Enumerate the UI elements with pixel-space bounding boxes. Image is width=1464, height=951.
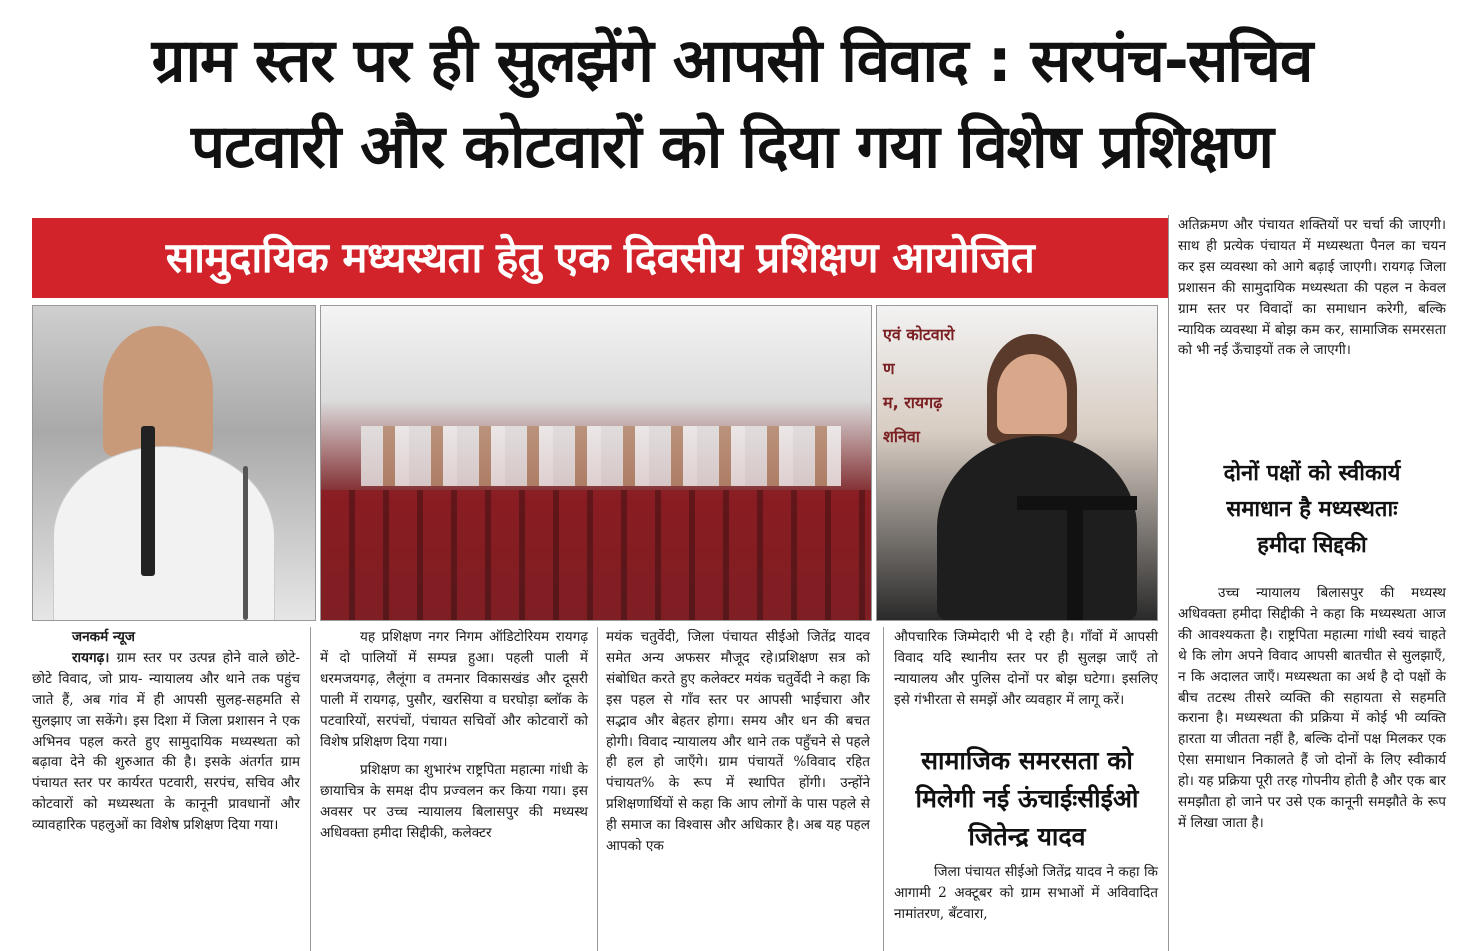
banner-line: शनिवा (883, 427, 920, 446)
photo-speaker-man (32, 305, 316, 621)
dateline: रायगढ़। (72, 649, 110, 666)
subhead-line: जितेन्द्र यादव (968, 822, 1086, 851)
column-divider (310, 627, 311, 951)
column-2-para-1: यह प्रशिक्षण नगर निगम ऑडिटोरियम रायगढ़ में दो पालियों में सम्पन्न हुआ। पहली पाली में धरमजयगढ़, लैलूंगा व तमनार विकासखंड और दूसरी पाली में रायगढ़, पुसौर, खरसिया व घरघोड़ा ब्लॉक के पटवारियों, सरपंचों, पंचायत सचिवों और कोटवारों को विशेष प्रशिक्षण दिया गया। (320, 629, 588, 750)
podium-top (1017, 496, 1137, 510)
byline: जनकर्म न्यूज (72, 629, 135, 645)
speaker-shirt (53, 446, 275, 621)
banner-line: एवं कोटवारो (883, 325, 955, 344)
headline-line-2: पटवारी और कोटवारों को दिया गया विशेष प्रशिक्षण (190, 112, 1274, 182)
column-divider (1168, 215, 1169, 951)
column-5-lower (1178, 583, 1446, 834)
mic-stand (243, 466, 248, 620)
speaker-dress (937, 436, 1137, 620)
stage-banner (883, 318, 955, 454)
photo-speaker-woman (876, 305, 1158, 621)
subhead-samrasta (894, 742, 1160, 856)
auditorium-seats (321, 490, 871, 620)
column-4-para-2: जिला पंचायत सीईओ जितेंद्र यादव ने कहा कि आगामी 2 अक्टूबर को ग्राम सभाओं में अविवादित नामांतरण, बँटवारा, (894, 864, 1158, 922)
banner-line: ण (883, 359, 895, 378)
column-5-para-1: अतिक्रमण और पंचायत शक्तियों पर चर्चा की जाएगी। साथ ही प्रत्येक पंचायत में मध्यस्थता पैनल का चयन कर इस व्यवस्था को आगे बढ़ाई जाएगी। रायगढ़ जिला प्रशासन की सामुदायिक मध्यस्थता की पहल न केवल ग्राम स्तर पर विवादों का समाधान करेगी, बल्कि न्यायिक व्यवस्था में बोझ कम कर, सामाजिक समरसता को भी नई ऊँचाइयों तक ले जाएगी। (1178, 217, 1446, 359)
column-5-para-2: उच्च न्यायालय बिलासपुर की मध्यस्थ अधिवक्ता हमीदा सिद्दीकी ने कहा कि मध्यस्थता आज की आवश्यकता है। राष्ट्रपिता महात्मा गांधी स्वयं चाहते थे कि लोग अपने विवाद आपसी बातचीत से सुलझाएँ, न कि अदालत जाएँ। मध्यस्थता का अर्थ है दो पक्षों के बीच तटस्थ तीसरे व्यक्ति की सहायता से सहमति कराना है। मध्यस्थता की प्रक्रिया में कोई भी व्यक्ति हारता या जीतता नहीं है, बल्कि दोनों पक्ष मिलकर एक ऐसा समाधान निकालते हैं जो दोनों के लिए स्वीकार्य हो। यह प्रक्रिया पूरी तरह गोपनीय होती है और एक बार समझौता हो जाने पर उसे एक कानूनी समझौते के रूप में लिखा जाता है। (1178, 585, 1446, 831)
speaker-face (997, 354, 1067, 434)
column-1-text (32, 648, 300, 836)
subhead-line: हमीदा सिद्दकी (1257, 533, 1367, 558)
podium-stand (1067, 510, 1083, 620)
speaker-head (103, 326, 213, 456)
column-4-text: औपचारिक जिम्मेदारी भी दे रही है। गाँवों में आपसी विवाद यदि स्थानीय स्तर पर ही सुलझ जाएँ तो न्यायालय और पुलिस दोनों पर बोझ घटेगा। इसलिए इसे गंभीरता से समझें और व्यवहार में लागू करें। (894, 629, 1158, 708)
banner-line: म, रायगढ़ (883, 393, 943, 412)
column-3-text: मयंक चतुर्वेदी, जिला पंचायत सीईओ जितेंद्र यादव समेत अन्य अफसर मौजूद रहे।प्रशिक्षण सत्र को संबोधित करते हुए कलेक्टर मयंक चतुर्वेदी ने कहा कि इस पहल से गाँव स्तर पर आपसी भाईचारा और सद्भाव और बेहतर होगा। समय और धन की बचत होगी। विवाद न्यायालय और थाने तक पहुँचने से पहले ही हल हो जाएँगे। ग्राम पंचायतें %विवाद रहित पंचायत% के रूप में स्थापित होंगी। उन्होंने प्रशिक्षणार्थियों से कहा कि आप लोगों के पास पहले से ही समाज का विश्वास और अधिकार है। अब यह पहल आपको एक (606, 629, 870, 855)
subhead-madhyasthata (1178, 456, 1446, 564)
column-1-body: ग्राम स्तर पर उत्पन्न होने वाले छोटे-छोटे विवाद, जो प्राय- न्यायालय और थाने तक पहुंच जाते हैं, अब गांव में ही आपसी सुलह-सहमति से सुलझाए जा सकेंगे। इस दिशा में जिला प्रशासन ने एक अभिनव पहल करते हुए सामुदायिक मध्यस्थता को बढ़ावा देने की शुरुआत की है। इसके अंतर्गत ग्राम पंचायत स्तर पर कार्यरत पटवारी, सरपंच, सचिव और कोटवारों को मध्यस्थता के कानूनी प्रावधानों और व्यावहारिक पहलुओं का विशेष प्रशिक्षण दिया गया। (32, 649, 301, 834)
subhead-line: सामाजिक समरसता को (921, 746, 1133, 775)
column-divider (883, 627, 884, 951)
column-4 (894, 627, 1158, 711)
headline-line-1: ग्राम स्तर पर ही सुलझेंगे आपसी विवाद : सरपंच-सचिव (151, 26, 1313, 96)
column-2 (320, 627, 588, 844)
column-1 (32, 627, 300, 836)
headline (0, 18, 1464, 190)
subhead-line: मिलेगी नई ऊंचाईःसीईओ (915, 784, 1139, 813)
column-4-lower (894, 862, 1158, 925)
column-divider (597, 627, 598, 951)
subhead-line: दोनों पक्षों को स्वीकार्य (1223, 461, 1401, 486)
column-5 (1178, 215, 1446, 361)
column-3 (606, 627, 870, 857)
photo-audience (320, 305, 872, 621)
microphone-icon (141, 426, 155, 576)
audience-rows (361, 426, 841, 486)
subheadline-banner: सामुदायिक मध्यस्थता हेतु एक दिवसीय प्रशिक्षण आयोजित (32, 218, 1168, 298)
subhead-line: समाधान है मध्यस्थताः (1226, 497, 1398, 522)
column-2-para-2: प्रशिक्षण का शुभारंभ राष्ट्रपिता महात्मा गांधी के छायाचित्र के समक्ष दीप प्रज्वलन कर किया गया। इस अवसर पर उच्च न्यायालय बिलासपुर की मध्यस्थ अधिवक्ता हमीदा सिद्दीकी, कलेक्टर (320, 762, 588, 842)
